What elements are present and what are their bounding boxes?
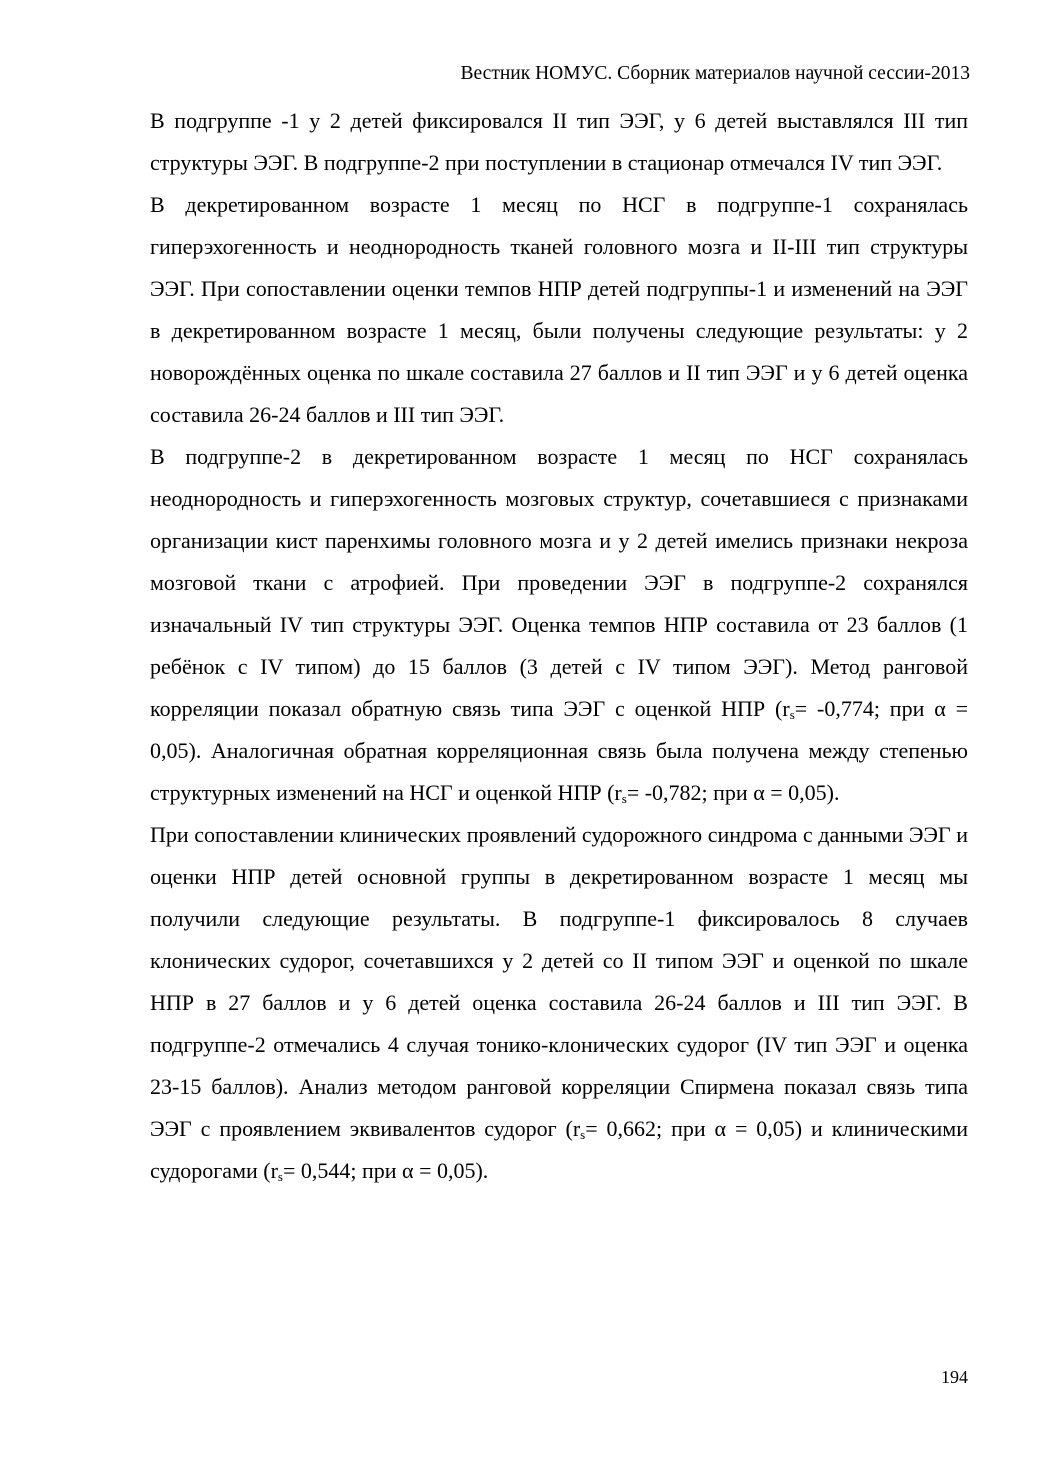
- paragraph-4-text-part-3: = 0,544; при α = 0,05).: [282, 1158, 489, 1183]
- paragraph-2: В декретированном возрасте 1 месяц по НСГ в подгруппе-1 сохранялась гиперэхогенность и неоднородность тканей головного мозга и II-III тип структуры ЭЭГ. При сопоставлении оценки темпов НПР детей подгруппы-1 и изменений на ЭЭГ в декретированном возрасте 1 месяц, были получены следующие результаты: у 2 новорождённых оценка по шкале составила 27 баллов и II тип ЭЭГ и у 6 детей оценка составила 26-24 баллов и III тип ЭЭГ.: [150, 192, 968, 427]
- running-header: Вестник НОМУС. Сборник материалов научной сессии-2013: [460, 63, 970, 84]
- subscript-s: s: [789, 707, 795, 722]
- paragraph-4-text-part-2: = 0,662; при α = 0,05) и клиническими судорогами (r: [150, 1116, 968, 1183]
- paragraph-3-text-part-2: = -0,774; при α = 0,05). Аналогичная обратная корреляционная связь была получена между степенью структурных изменений на НСГ и оценкой НПР (r: [150, 696, 969, 805]
- paragraph-4: [150, 814, 968, 1192]
- paragraph-3: [150, 436, 968, 814]
- subscript-s: s: [277, 1169, 283, 1184]
- paragraph-3-text-part-3: = -0,782; при α = 0,05).: [626, 780, 840, 805]
- body-text: [150, 100, 968, 1192]
- page-number: 194: [941, 1367, 968, 1387]
- paragraph-4-text-part-1: При сопоставлении клинических проявлений судорожного синдрома с данными ЭЭГ и оценки НПР детей основной группы в декретированном возрасте 1 месяц мы получили следующие результаты. В подгруппе-1 фиксировалось 8 случаев клонических судорог, сочетавшихся у 2 детей со II типом ЭЭГ и оценкой по шкале НПР в 27 баллов и у 6 детей оценка составила 26-24 баллов и III тип ЭЭГ. В подгруппе-2 отмечались 4 случая тонико-клонических судорог (IV тип ЭЭГ и оценка 23-15 баллов). Анализ методом ранговой корреляции Спирмена показал связь типа ЭЭГ с проявлением эквивалентов судорог (r: [150, 822, 968, 1141]
- subscript-s: s: [621, 791, 627, 806]
- paragraph-3-text-part-1: В подгруппе-2 в декретированном возрасте 1 месяц по НСГ сохранялась неоднородность и гиперэхогенность мозговых структур, сочетавшиеся с признаками организации кист паренхимы головного мозга и у 2 детей имелись признаки некроза мозговой ткани с атрофией. При проведении ЭЭГ в подгруппе-2 сохранялся изначальный IV тип структуры ЭЭГ. Оценка темпов НПР составила от 23 баллов (1 ребёнок с IV типом) до 15 баллов (3 детей с IV типом ЭЭГ). Метод ранговой корреляции показал обратную связь типа ЭЭГ с оценкой НПР (r: [150, 444, 968, 721]
- subscript-s: s: [580, 1127, 586, 1142]
- paragraph-1: В подгруппе -1 у 2 детей фиксировался II тип ЭЭГ, у 6 детей выставлялся III тип структуры ЭЭГ. В подгруппе-2 при поступлении в стационар отмечался IV тип ЭЭГ.: [150, 108, 968, 175]
